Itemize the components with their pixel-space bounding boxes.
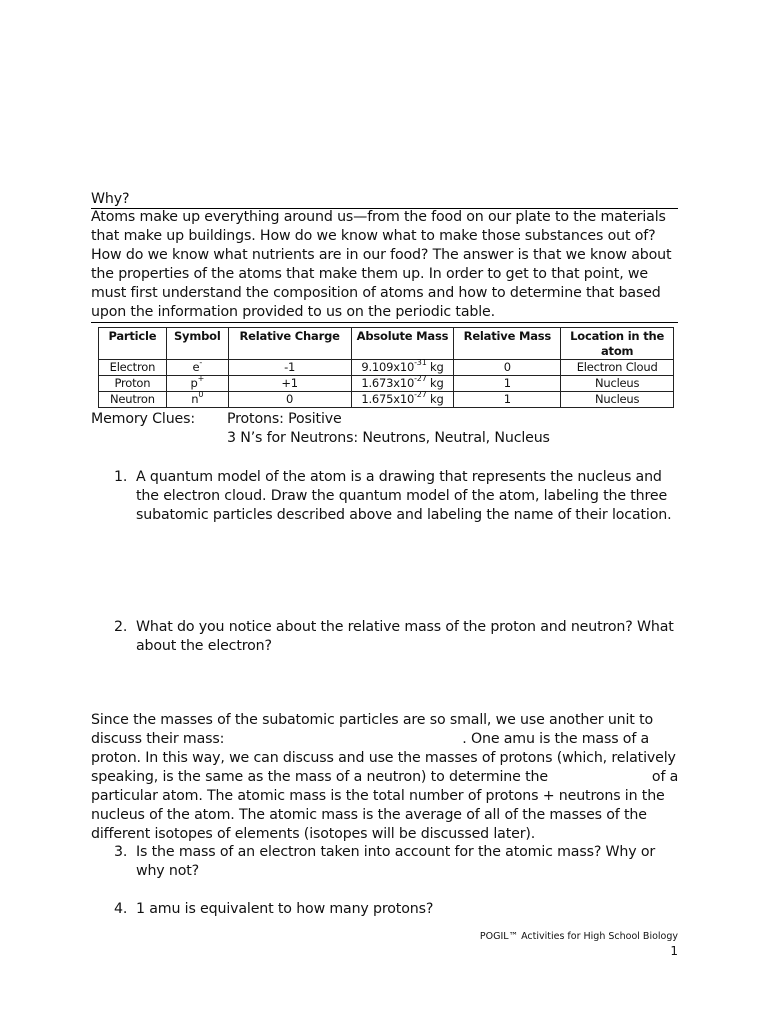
memory-clues-label: Memory Clues: <box>91 411 195 427</box>
question-text: A quantum model of the atom is a drawing that represents the nucleus and the electron cloud. Draw the quantum model of the atom, labeling the three subatomic particles described above and labeling the name of their location. <box>136 469 672 523</box>
intro-paragraph <box>91 208 678 323</box>
amu-text-part2: . One amu is the mass of a proton. In this way, we can discuss and use the masses of protons (which, relatively speaking, is the same as the mass of a neutron) to determine the <box>91 731 676 785</box>
table-row <box>99 376 674 392</box>
table-row <box>99 392 674 408</box>
intro-text: Atoms make up everything around us—from the food on our plate to the materials that make up buildings. How do we know what to make those substances out of? How do we know what nutrients are in our food? The answer is that we know about the properties of the atoms that make them up. In order to get to that point, we must first understand the composition of atoms and how to determine that based upon the information provided to us on the periodic table. <box>91 209 672 320</box>
col-header-symbol: Symbol <box>166 328 228 360</box>
subatomic-particles-table <box>98 327 674 408</box>
amu-text-part3: of a particular atom. The atomic mass is the total number of protons + neutrons in the nucleus of the atom. The atomic mass is the average of all of the masses of the different isotopes of elements (isotopes will be discussed later). <box>91 769 679 842</box>
col-header-relative-mass: Relative Mass <box>454 328 561 360</box>
col-header-relative-charge: Relative Charge <box>228 328 351 360</box>
question-number: 1. <box>114 469 128 485</box>
cell-charge: 0 <box>228 392 351 408</box>
cell-particle: Proton <box>99 376 167 392</box>
question-text: 1 amu is equivalent to how many protons? <box>136 901 434 917</box>
cell-location: Electron Cloud <box>561 360 674 376</box>
table-header-row <box>99 328 674 360</box>
page-number: 1 <box>670 944 678 958</box>
footer-credit: POGIL™ Activities for High School Biology <box>479 931 678 942</box>
col-header-absolute-mass: Absolute Mass <box>351 328 454 360</box>
memory-clue-neutrons: 3 N’s for Neutrons: Neutrons, Neutral, Nucleus <box>227 430 550 446</box>
cell-charge: +1 <box>228 376 351 392</box>
question-text: What do you notice about the relative mass of the proton and neutron? What about the electron? <box>136 619 674 654</box>
cell-particle: Electron <box>99 360 167 376</box>
cell-charge: -1 <box>228 360 351 376</box>
question-text: Is the mass of an electron taken into account for the atomic mass? Why or why not? <box>136 844 656 879</box>
cell-relative-mass: 1 <box>454 392 561 408</box>
question-number: 3. <box>114 844 128 860</box>
cell-symbol: e- <box>166 360 228 376</box>
amu-paragraph <box>91 711 681 844</box>
cell-absolute-mass: $1.673x10^{-27}$ kg <box>351 376 454 392</box>
cell-relative-mass: 1 <box>454 376 561 392</box>
cell-symbol: $n^0$ <box>166 392 228 408</box>
section-title: Why? <box>91 190 678 209</box>
question-number: 4. <box>114 901 128 917</box>
cell-particle: Neutron <box>99 392 167 408</box>
table-row <box>99 360 674 376</box>
question-number: 2. <box>114 619 128 635</box>
amu-text-part1: Since the masses of the subatomic particles are so small, we use another unit to discuss their mass: <box>91 712 654 747</box>
cell-location: Nucleus <box>561 392 674 408</box>
memory-clue-protons: Protons: Positive <box>227 411 342 427</box>
cell-location: Nucleus <box>561 376 674 392</box>
col-header-particle: Particle <box>99 328 167 360</box>
col-header-location: Location in the atom <box>561 328 674 360</box>
cell-absolute-mass: $9.109x10^{-31}$ kg <box>351 360 454 376</box>
cell-relative-mass: 0 <box>454 360 561 376</box>
cell-symbol: p+ <box>166 376 228 392</box>
cell-absolute-mass: $1.675x10^{-27}$ kg <box>351 392 454 408</box>
